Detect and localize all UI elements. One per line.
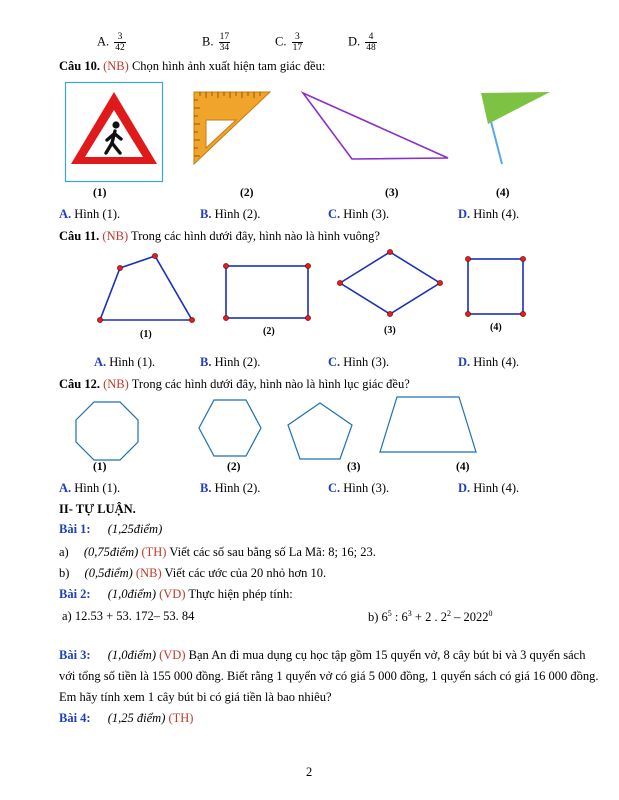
q11-caption-2: (2): [263, 326, 275, 337]
exercise-label: Bài 4:: [59, 711, 91, 725]
quadrilateral-shape-1: [96, 250, 196, 325]
fraction: $\frac{3}{42}$: [115, 32, 125, 53]
question-label: Câu 10.: [59, 59, 100, 73]
warning-sign-image: [65, 82, 163, 182]
q12-prompt: [59, 377, 410, 392]
q10-prompt: [59, 59, 325, 74]
q10-option-b: B. Hình (2).: [200, 207, 261, 221]
q12-caption-2: (2): [227, 461, 241, 473]
exercise-label: Bài 2:: [59, 587, 91, 601]
q12-caption-3: (3): [347, 461, 361, 473]
bai4-heading: Bài 4: (1,25 điểm) (TH): [59, 711, 194, 725]
section-heading: II- TỰ LUẬN.: [59, 502, 136, 516]
q11-prompt: [59, 229, 380, 244]
q9-option-c: [275, 32, 303, 53]
q11-caption-4: (4): [490, 322, 502, 333]
q12-option-d: D. Hình (4).: [458, 481, 520, 495]
question-text: Trong các hình dưới đây, hình nào là hình vuông?: [131, 229, 380, 243]
bai2-part-b: b) $6^5$ : $6^3 + 2$ . $2^2 - 2022^0$: [368, 609, 493, 625]
q12-option-c: C. Hình (3).: [328, 481, 390, 495]
q11-option-c: C. Hình (3).: [328, 355, 390, 369]
q12-option-a: A. Hình (1).: [59, 481, 121, 495]
q12-option-b: B. Hình (2).: [200, 481, 261, 495]
q11-option-b: B. Hình (2).: [200, 355, 261, 369]
square-shape-4: [465, 256, 527, 318]
option-letter: C.: [275, 34, 287, 49]
level-tag: (NB): [103, 377, 129, 391]
question-label: Câu 11.: [59, 229, 100, 243]
trapezoid-shape-4: [377, 394, 479, 456]
q11-caption-1: (1): [140, 329, 152, 340]
bai2-part-a: a) 12.53 + 53. 172– 53. 84: [62, 609, 195, 623]
q9-option-d: [348, 32, 377, 53]
q10-caption-1: (1): [93, 187, 107, 199]
fraction: $\frac{3}{17}$: [292, 32, 303, 53]
hexagon-shape-2: [197, 398, 263, 458]
option-letter: A.: [97, 34, 110, 49]
q9-option-a: [97, 32, 126, 53]
exercise-label: Bài 1:: [59, 522, 91, 536]
q10-caption-3: (3): [385, 187, 399, 199]
level-tag: (NB): [103, 59, 129, 73]
set-square-image: [192, 90, 272, 166]
q10-caption-4: (4): [496, 187, 510, 199]
level-tag: (NB): [102, 229, 129, 243]
option-letter: B.: [202, 34, 214, 49]
bai1-part-b: b) (0,5điểm) (NB) Viết các ước của 20 nhỏ hơn 10.: [59, 566, 327, 580]
octagon-shape-1: [74, 400, 140, 462]
pentagon-shape-3: [285, 400, 355, 462]
option-letter: D.: [348, 34, 361, 49]
q10-option-a: A. Hình (1).: [59, 207, 121, 221]
q12-caption-4: (4): [456, 461, 470, 473]
question-text: Chọn hình ảnh xuất hiện tam giác đều:: [131, 59, 326, 73]
q12-caption-1: (1): [93, 461, 107, 473]
fraction: $\frac{17}{34}$: [219, 32, 230, 53]
q9-option-b: [202, 32, 230, 53]
fraction: $\frac{4}{48}$: [366, 32, 376, 53]
rectangle-shape-2: [222, 263, 312, 321]
q11-caption-3: (3): [384, 325, 396, 336]
exercise-label: Bài 3:: [59, 648, 91, 662]
q11-option-d: D. Hình (4).: [458, 355, 520, 369]
bai1-part-a: a) (0,75điểm) (TH) Viết các số sau bằng số La Mã: 8; 16; 23.: [59, 545, 376, 559]
purple-triangle-image: [300, 90, 452, 162]
q11-option-a: A. Hình (1).: [94, 355, 156, 369]
bai3-paragraph: Bài 3: (1,0điểm) (VD) Bạn An đi mua dụng cụ học tập gồm 15 quyển vở, 8 cây bút bi và 3 quyển sách với tổng số tiền là 155 000 đồng. Biết rằng 1 quyển vở có giá 5 000 đồng, 1 quyển sách có giá 16 000 đồng. Em hãy tính xem 1 cây bút bi có giá tiền là bao nhiêu?: [59, 648, 599, 704]
q10-caption-2: (2): [240, 187, 254, 199]
bai1-heading: [59, 522, 162, 537]
question-label: Câu 12.: [59, 377, 100, 391]
green-flag-image: [478, 88, 554, 166]
points: (1,25điểm): [107, 522, 163, 536]
bai2-heading: Bài 2: (1,0điểm) (VD) Thực hiện phép tính:: [59, 587, 293, 601]
q10-option-d: D. Hình (4).: [458, 207, 520, 221]
exercise-text: Bạn An đi mua dụng cụ học tập gồm 15 quyển vở, 8 cây bút bi và 3 quyển sách với tổng số tiền là 155 000 đồng. Biết rằng 1 quyển vở có giá 5 000 đồng, 1 quyển sách có giá 16 000 đồng. Em hãy tính xem 1 cây bút bi có giá tiền là bao nhiêu?: [59, 648, 599, 704]
page-number: 2: [306, 765, 313, 779]
rhombus-shape-3: [336, 249, 444, 317]
question-text: Trong các hình dưới đây, hình nào là hình lục giác đều?: [131, 377, 410, 391]
q10-option-c: C. Hình (3).: [328, 207, 390, 221]
